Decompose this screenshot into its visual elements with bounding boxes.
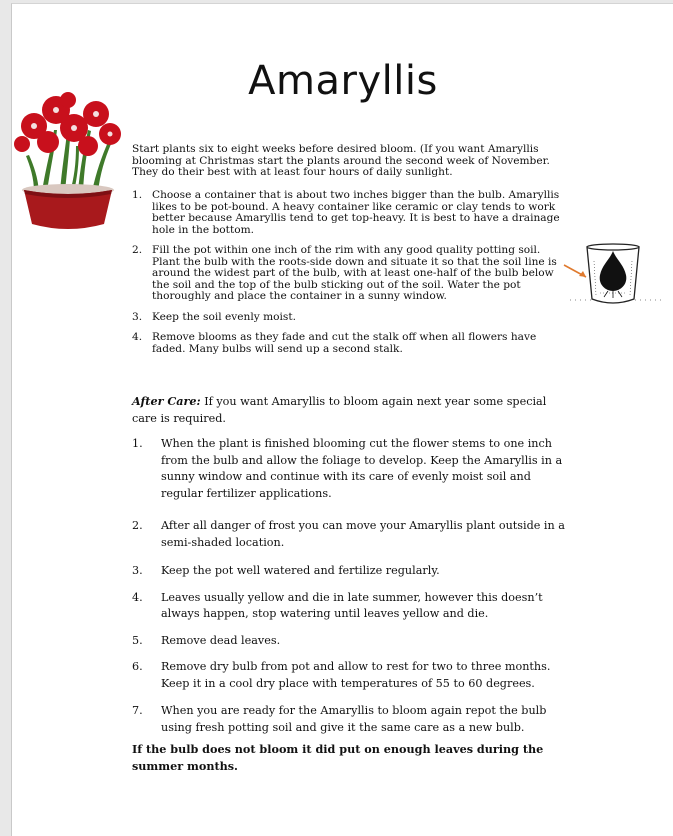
list-item (132, 563, 572, 580)
list-item-text: After all danger of frost you can move your Amaryllis plant outside in a semi-shaded location. (161, 519, 565, 549)
after-care-paragraph (132, 393, 572, 427)
list-item-text: Remove blooms as they fade and cut the stalk off when all flowers have faded. Many bulbs will send up a second stalk. (152, 331, 537, 355)
list-item-text: When the plant is finished blooming cut the flower stems to one inch from the bulb and allow the foliage to develop. Keep the Amaryllis in a sunny window and continue with its care of evenly moist soil and regular fertilizer applications. (161, 437, 563, 500)
list-item (132, 436, 572, 502)
list-item-number: 7. (132, 704, 143, 717)
amaryllis-plant-image (12, 86, 128, 234)
list-item (132, 659, 572, 692)
list-item-number: 1. (132, 437, 143, 450)
bulb-diagram-image (560, 241, 670, 309)
list-item-number: 3. (132, 310, 143, 323)
planting-steps-list (132, 190, 569, 364)
list-item-number: 3. (132, 564, 143, 577)
list-item-number: 2. (132, 244, 143, 256)
list-item-number: 5. (132, 633, 143, 647)
closing-note: If the bulb does not bloom it did put on enough leaves during the summer months. (132, 742, 544, 773)
list-item-number: 6. (132, 660, 143, 673)
pot (22, 184, 114, 229)
list-item (132, 332, 569, 355)
list-item-text: Fill the pot within one inch of the rim with any good quality potting soil. Plant the bulb with the roots-side down and situate it so that the soil line is around the widest part of the bulb, with at least one-half of the bulb below the soil and the top of the bulb sticking out of the soil. Water the pot thoroughly and place the container in a sunny window. (152, 244, 557, 302)
list-item (132, 190, 569, 236)
list-item-text: Keep the soil evenly moist. (152, 310, 296, 323)
list-item-number: 4. (132, 331, 143, 343)
list-item-number: 1. (132, 189, 143, 201)
list-item (132, 633, 572, 650)
list-item-number: 4. (132, 590, 143, 604)
after-care-label: After Care: (132, 394, 201, 408)
after-care-text: If you want Amaryllis to bloom again next year some special care is required. (132, 395, 547, 425)
list-item-text: Remove dry bulb from pot and allow to rest for two to three months. Keep it in a cool dry place with temperatures of 55 to 60 degrees. (161, 660, 551, 690)
list-item-text: Leaves usually yellow and die in late summer, however this doesn’t always happen, stop watering until leaves yellow and die. (161, 590, 543, 620)
list-item-number: 2. (132, 519, 143, 532)
page-title: Amaryllis (248, 58, 438, 104)
list-item-text: Remove dead leaves. (161, 633, 281, 647)
list-item-text: Choose a container that is about two inches bigger than the bulb. Amaryllis likes to be pot-bound. A heavy container like ceramic or clay tends to work better because Amaryllis tend to get top-heavy. It is best to have a drainage hole in the bottom. (152, 189, 560, 236)
list-item (132, 590, 572, 623)
list-item (132, 312, 569, 324)
document-page (11, 3, 673, 836)
after-care-steps-list (132, 436, 572, 736)
list-item (132, 245, 569, 303)
intro-paragraph: Start plants six to eight weeks before desired bloom. (If you want Amaryllis blooming at Christmas start the plants around the second week of November. They do their best with at least four hours of daily sunlight. (132, 143, 550, 178)
list-item-text: Keep the pot well watered and fertilize regularly. (161, 564, 440, 577)
list-item (132, 518, 572, 551)
list-item (132, 703, 572, 736)
list-item-text: When you are ready for the Amaryllis to bloom again repot the bulb using fresh potting soil and give it the same care as a new bulb. (161, 704, 547, 734)
